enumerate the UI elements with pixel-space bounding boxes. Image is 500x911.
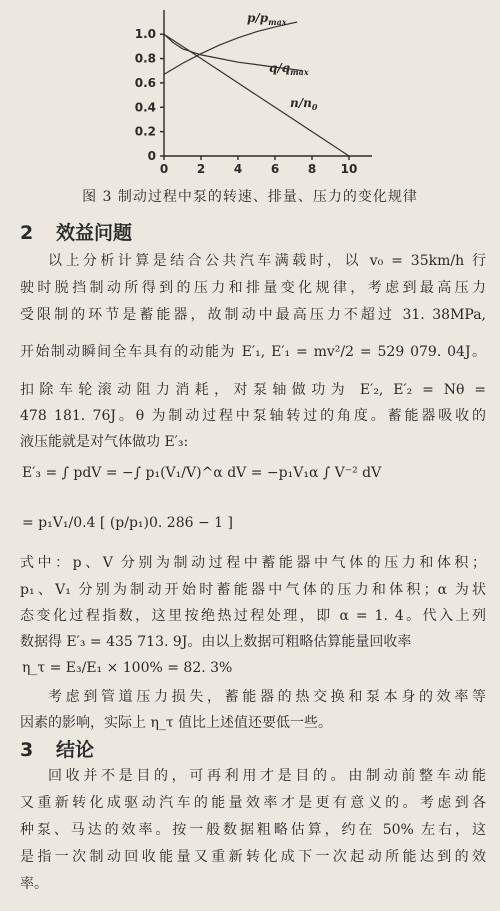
x-tick-label: 8 xyxy=(307,162,317,176)
para-line: 又重新转化成驱动汽车的能量效率才是更有意义的。考虑到各 xyxy=(20,795,486,811)
para-line: 478 181. 76J。θ 为制动过程中泵轴转过的角度。蓄能器吸收的 xyxy=(20,408,486,424)
y-tick-label: 0.8 xyxy=(134,51,156,66)
para-line: 以上分析计算是结合公共汽车满载时，以 v₀ = 35km/h 行 xyxy=(48,253,486,269)
section-number: 3 xyxy=(20,739,34,761)
y-tick-label: 0 xyxy=(147,149,156,163)
x-tick-label: 2 xyxy=(196,162,206,176)
para-line: 数据得 E′₃ = 435 713. 9J。由以上数据可粗略估算能量回收率 xyxy=(20,634,412,650)
para-line: 考虑到管道压力损失，蓄能器的热交换和泵本身的效率等 xyxy=(48,689,486,705)
para-line: 因素的影响，实际上 η_τ 值比上述值还要低一些。 xyxy=(20,715,333,731)
formula-efficiency: η_τ = E₃/E₁ × 100% = 82. 3% xyxy=(22,660,233,676)
formula-e3-result: = p₁V₁/0.4 [ (p/p₁)0. 286 − 1 ] xyxy=(22,515,233,531)
para-line: 态变化过程指数，这里按绝热过程处理，即 α = 1. 4。代入上列 xyxy=(20,608,486,624)
para-line: 液压能就是对气体做功 E′₃: xyxy=(20,434,189,450)
y-tick-label: 0.4 xyxy=(134,100,156,115)
section-2-heading xyxy=(20,218,132,245)
series-label: $p/p_{max}$ xyxy=(247,11,287,27)
para-line: 是指一次制动回收能量又重新转化成下一次起动所能达到的效 xyxy=(20,849,486,865)
x-tick-label: 4 xyxy=(233,162,243,176)
para-line: p₁、V₁ 分别为制动开始时蓄能器中气体的压力和体积；α 为状 xyxy=(20,582,486,598)
section-title: 结论 xyxy=(56,739,95,761)
y-tick-label: 0.6 xyxy=(134,75,156,90)
para-line: 式中：p、V 分别为制动过程中蓄能器中气体的压力和体积； xyxy=(20,555,486,571)
para-line: 种泵、马达的效率。按一般数据粗略估算，约在 50% 左右，这 xyxy=(20,822,486,838)
figure-3 xyxy=(128,0,372,176)
x-tick-label: 10 xyxy=(340,162,358,176)
para-line: 驶时脱挡制动所得到的压力和排量变化规律，考虑到最高压力 xyxy=(20,280,486,296)
chart xyxy=(128,0,372,176)
para-line: 开始制动瞬间全车具有的动能为 E′₁, E′₁ = mv²/2 = 529 079. 04J。 xyxy=(20,344,486,360)
series-label: $n/n_0$ xyxy=(290,96,318,112)
series-line xyxy=(164,34,349,156)
para-line: 率。 xyxy=(20,876,48,892)
para-line: 回收并不是目的，可再利用才是目的。由制动前整车动能 xyxy=(48,768,486,784)
x-tick-label: 6 xyxy=(270,162,280,176)
para-line: 扣除车轮滚动阻力消耗，对泵轴做功为 E′₂, E′₂ = Nθ = xyxy=(20,382,486,398)
formula-e3: E′₃ = ∫ pdV = −∫ p₁(V₁/V)^α dV = −p₁V₁α ∫ V⁻² dV xyxy=(22,465,382,481)
figure-caption: 图 3 制动过程中泵的转速、排量、压力的变化规律 xyxy=(82,189,418,205)
section-title: 效益问题 xyxy=(56,222,133,244)
section-3-heading xyxy=(20,735,94,762)
x-tick-label: 0 xyxy=(159,162,169,176)
y-tick-label: 1.0 xyxy=(134,27,156,42)
series-label: $q/q_{max}$ xyxy=(269,61,309,77)
y-tick-label: 0.2 xyxy=(134,124,156,139)
section-number: 2 xyxy=(20,222,34,244)
para-line: 受限制的环节是蓄能器，故制动中最高压力不超过 31. 38MPa, xyxy=(20,307,486,323)
